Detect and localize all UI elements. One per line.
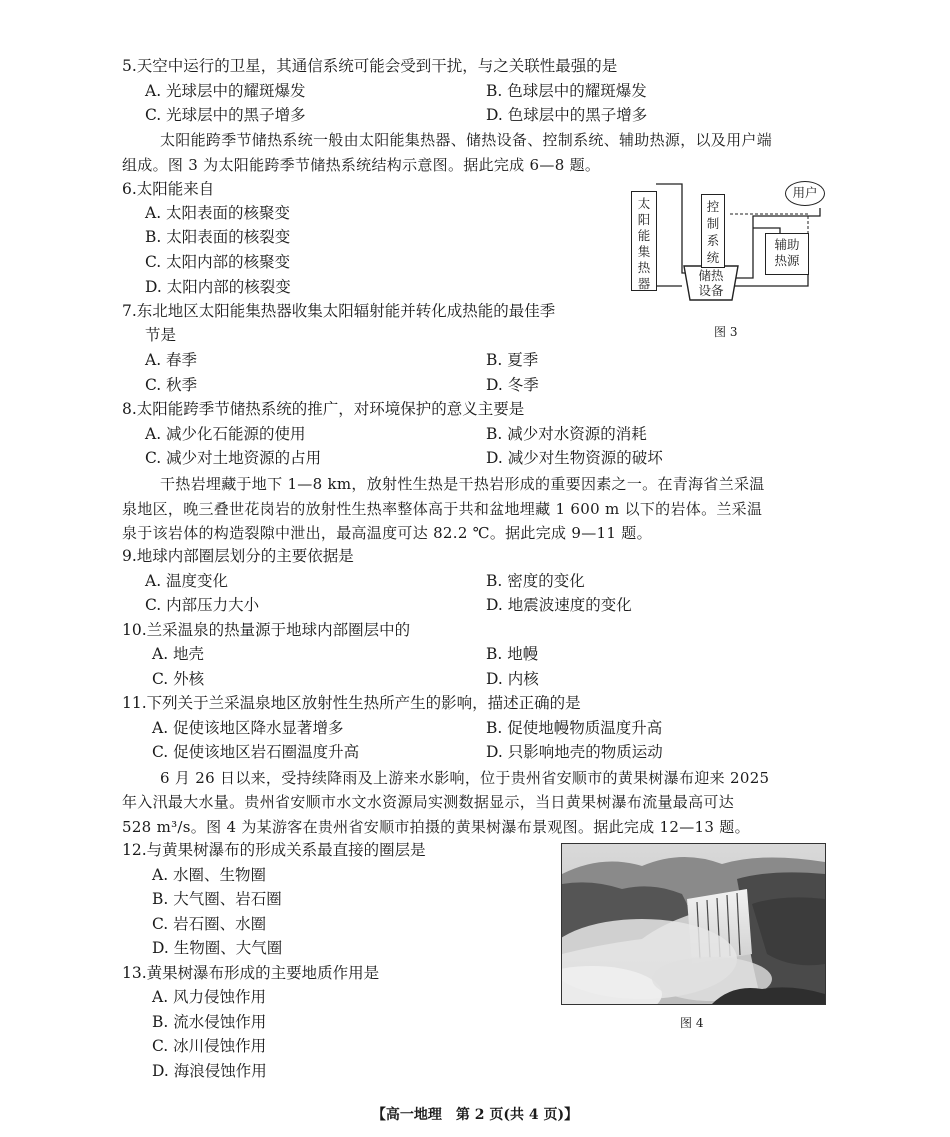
- q7-option-d: D. 冬季: [486, 376, 539, 394]
- passage2-line3: 泉于该岩体的构造裂隙中泄出，最高温度可达 82.2 ℃。据此完成 9—11 题。: [122, 524, 652, 542]
- q9-option-a: A. 温度变化: [145, 572, 229, 590]
- q9-option-c: C. 内部压力大小: [145, 596, 260, 614]
- q8-option-a: A. 减少化石能源的使用: [145, 425, 306, 443]
- q12-stem: 12.与黄果树瀑布的形成关系最直接的圈层是: [122, 841, 426, 859]
- q6-option-d: D. 太阳内部的核裂变: [145, 278, 291, 296]
- q6-option-c: C. 太阳内部的核聚变: [145, 253, 291, 271]
- q7-option-c: C. 秋季: [145, 376, 198, 394]
- q8-stem: 8.太阳能跨季节储热系统的推广，对环境保护的意义主要是: [122, 400, 525, 418]
- q5-option-b: B. 色球层中的耀斑爆发: [486, 82, 647, 100]
- q13-option-a: A. 风力侵蚀作用: [152, 988, 267, 1006]
- control-box: [701, 194, 725, 268]
- figure3-caption: 图 3: [714, 325, 738, 339]
- q12-option-d: D. 生物圈、大气圈: [152, 939, 283, 957]
- q8-option-b: B. 减少对水资源的消耗: [486, 425, 647, 443]
- q12-option-c: C. 岩石圈、水圈: [152, 915, 267, 933]
- q12-option-a: A. 水圈、生物圈: [152, 866, 267, 884]
- q12-option-b: B. 大气圈、岩石圈: [152, 890, 282, 908]
- control-label: 控制系统: [706, 199, 720, 265]
- q13-option-b: B. 流水侵蚀作用: [152, 1013, 267, 1031]
- q9-option-b: B. 密度的变化: [486, 572, 585, 590]
- q5-option-c: C. 光球层中的黑子增多: [145, 106, 306, 124]
- q7-option-a: A. 春季: [145, 351, 198, 369]
- q8-option-c: C. 减少对土地资源的占用: [145, 449, 322, 467]
- q11-option-b: B. 促使地幔物质温度升高: [486, 719, 663, 737]
- figure4-waterfall-photo: [561, 843, 826, 1005]
- passage2-line1: 干热岩埋藏于地下 1—8 km，放射性生热是干热岩形成的重要因素之一。在青海省兰采温: [160, 475, 765, 493]
- q10-option-c: C. 外核: [152, 670, 205, 688]
- q11-option-c: C. 促使该地区岩石圈温度升高: [152, 743, 360, 761]
- aux-box: [765, 233, 809, 275]
- q9-stem: 9.地球内部圈层划分的主要依据是: [122, 547, 354, 565]
- collector-box: [631, 191, 657, 291]
- figure4-caption: 图 4: [680, 1016, 704, 1030]
- storage-label: [684, 268, 738, 298]
- q5-option-a: A. 光球层中的耀斑爆发: [145, 82, 306, 100]
- page-footer: 【高一地理 第 2 页(共 4 页)】: [371, 1107, 579, 1123]
- q10-stem: 10.兰采温泉的热量源于地球内部圈层中的: [122, 621, 411, 639]
- q9-option-d: D. 地震波速度的变化: [486, 596, 632, 614]
- q13-stem: 13.黄果树瀑布形成的主要地质作用是: [122, 964, 380, 982]
- q13-option-c: C. 冰川侵蚀作用: [152, 1037, 267, 1055]
- passage1-line2: 组成。图 3 为太阳能跨季节储热系统结构示意图。据此完成 6—8 题。: [122, 156, 601, 174]
- q11-option-a: A. 促使该地区降水显著增多: [152, 719, 344, 737]
- q6-option-a: A. 太阳表面的核聚变: [145, 204, 291, 222]
- aux-label-1: 辅助: [774, 237, 800, 252]
- storage-label-1: 储热: [698, 268, 724, 283]
- q6-option-b: B. 太阳表面的核裂变: [145, 228, 291, 246]
- storage-label-2: 设备: [698, 283, 724, 298]
- q7-option-b: B. 夏季: [486, 351, 539, 369]
- passage3-line1: 6 月 26 日以来，受持续降雨及上游来水影响，位于贵州省安顺市的黄果树瀑布迎来 2025: [160, 769, 770, 787]
- q10-option-a: A. 地壳: [152, 645, 205, 663]
- q13-option-d: D. 海浪侵蚀作用: [152, 1062, 267, 1080]
- q7-stem-line1: 7.东北地区太阳能集热器收集太阳辐射能并转化成热能的最佳季: [122, 302, 556, 320]
- q10-option-d: D. 内核: [486, 670, 539, 688]
- q10-option-b: B. 地幔: [486, 645, 539, 663]
- q5-stem: 5.天空中运行的卫星，其通信系统可能会受到干扰，与之关联性最强的是: [122, 57, 618, 75]
- passage1-line1: 太阳能跨季节储热系统一般由太阳能集热器、储热设备、控制系统、辅助热源，以及用户端: [160, 131, 773, 149]
- q6-stem: 6.太阳能来自: [122, 180, 215, 198]
- collector-label: 太阳能集热器: [637, 196, 651, 291]
- q7-stem-line2: 节是: [145, 326, 177, 344]
- q8-option-d: D. 减少对生物资源的破坏: [486, 449, 663, 467]
- passage2-line2: 泉地区，晚三叠世花岗岩的放射性生热率整体高于共和盆地埋藏 1 600 m 以下的岩体。兰采温: [122, 500, 763, 518]
- pipe-collector-storage: [656, 200, 682, 286]
- user-ellipse: [785, 181, 825, 206]
- user-label: 用户: [792, 185, 818, 200]
- control-line-aux: [730, 214, 808, 233]
- aux-label-2: 热源: [774, 253, 800, 268]
- q11-stem: 11.下列关于兰采温泉地区放射性生热所产生的影响，描述正确的是: [122, 694, 581, 712]
- passage3-line2: 年入汛最大水量。贵州省安顺市水文水资源局实测数据显示，当日黄果树瀑布流量最高可达: [122, 793, 735, 811]
- pipe-collector-top: [656, 184, 690, 273]
- q5-option-d: D. 色球层中的黑子增多: [486, 106, 648, 124]
- passage3-line3: 528 m³/s。图 4 为某游客在贵州省安顺市拍摄的黄果树瀑布景观图。据此完成 12—13 题。: [122, 818, 750, 836]
- q11-option-d: D. 只影响地壳的物质运动: [486, 743, 663, 761]
